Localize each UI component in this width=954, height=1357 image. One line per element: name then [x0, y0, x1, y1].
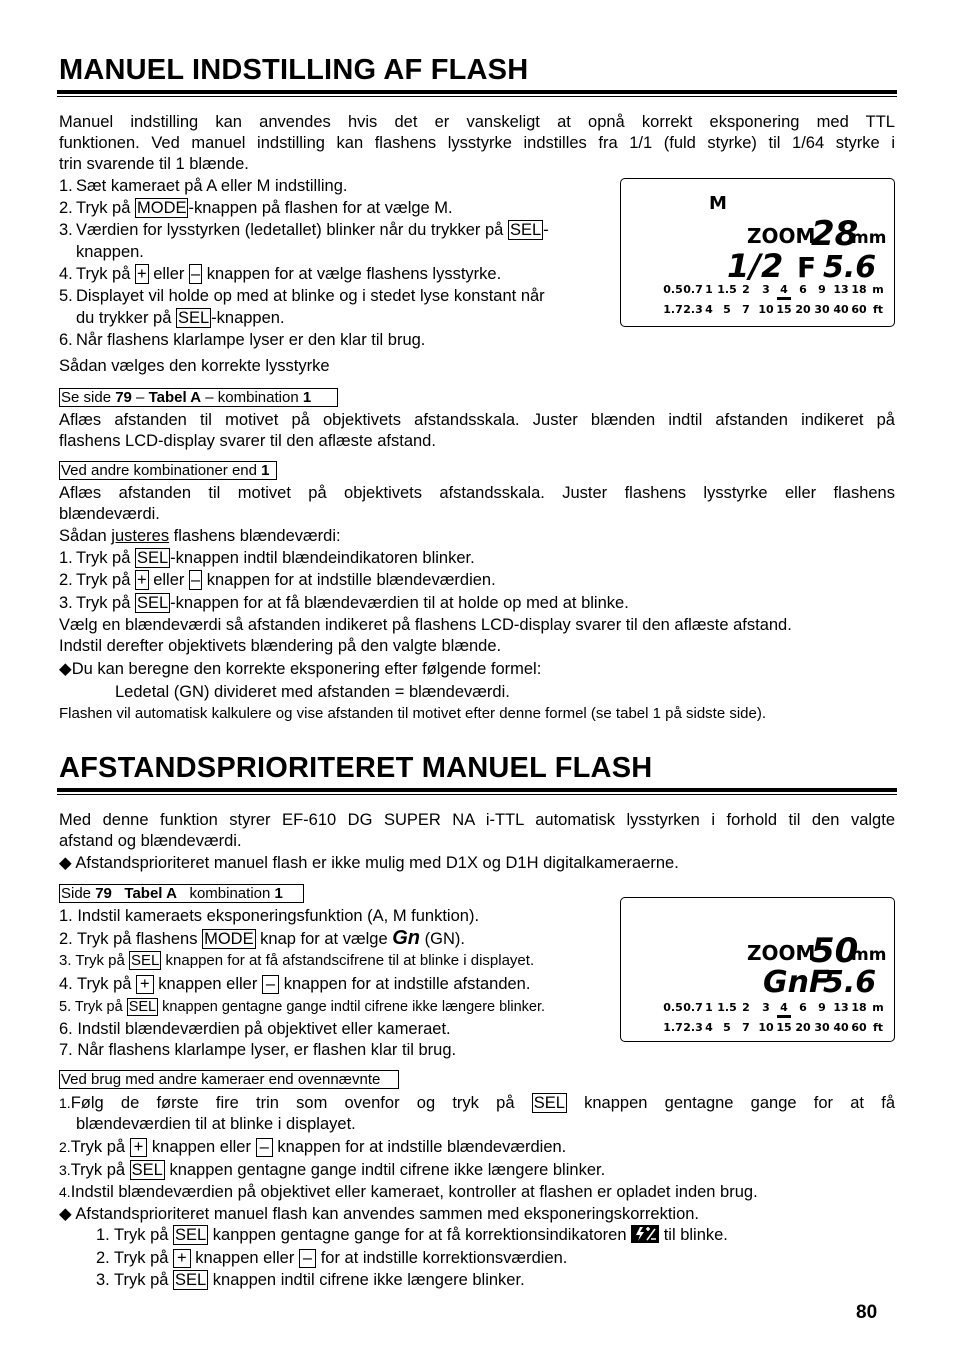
minus-key: – [190, 265, 201, 283]
s2-step-7: 7. Når flashens klarlampe lyser, er flashen klar til brug. [59, 1041, 457, 1059]
lcd-zoom-value: 50 [811, 931, 859, 971]
lcd-scale-m-label: 0.5 [663, 283, 683, 296]
after-text: Indstil derefter objektivets blændering på den valgte blænde. [59, 637, 502, 655]
step-2: 2. Tryk på MODE -knappen på flashen for at vælge M. [59, 199, 453, 217]
plus-key: + [136, 265, 147, 283]
lcd-scale-m-label: 1.5 [717, 1001, 737, 1014]
reference-box-3: Side 79 Tabel A kombination 1 [59, 884, 304, 904]
lcd-scale-ft-label: 20 [795, 1021, 811, 1034]
step-3: 3. Værdien for lysstyrken (ledetallet) blinker når du trykker på SEL - [59, 221, 549, 239]
lcd-scale-ft-label: 7 [742, 303, 750, 316]
intro-line: Manuel indstilling kan anvendes hvis det er vanskeligt at opnå korrekt eksponering med TTL [59, 113, 895, 131]
other-cameras-box: Ved brug med andre kameraer end ovennævnte [59, 1070, 399, 1090]
lcd-scale-ft-label: 2.3 [683, 1021, 703, 1034]
lcd-zoom-label: ZOOM [747, 941, 816, 965]
intro-line: afstand og blændeværdi. [59, 832, 242, 850]
lcd-scale-m-label: 6 [799, 1001, 807, 1014]
step-5-cont: du trykker på SEL -knappen. [76, 309, 285, 327]
lcd-scale-m-label: m [872, 283, 884, 296]
lcd-scale-ft-label: 5 [723, 1021, 731, 1034]
ref1-text: Aflæs afstanden til motivet på objektivets afstandsskala. Juster blænden indtil afstanden indikeret på [59, 411, 895, 429]
reference-box-2: Ved andre kombinationer end 1 [59, 461, 277, 481]
lcd-scale-ft-label: 2.3 [683, 303, 703, 316]
lcd-scale-m-label: 18 [851, 1001, 867, 1014]
lcd-gn-label: GnF [763, 965, 830, 1000]
lcd-scale-ft-label: 7 [742, 1021, 750, 1034]
lcd-scale-m-label: 3 [762, 1001, 770, 1014]
lcd-scale-ft-label: 60 [851, 303, 867, 316]
other-step-4: 4.Indstil blændeværdien på objektivet eller kameraet, kontroller at flashen er opladet inden brug. [59, 1183, 758, 1201]
intro-line: funktionen. Ved manuel indstilling kan flashens lysstyrke indstilles fra 1/1 (fuld styrke) til 1/64 styrke i [59, 134, 895, 152]
lcd-scale-m-label: 13 [833, 283, 849, 296]
sel-key: SEL [131, 1161, 163, 1179]
lcd-scale-ft-label: 15 [776, 1021, 792, 1034]
after-text: Vælg en blændeværdi så afstanden indikeret på flashens LCD-display svarer til den aflæste afstand. [59, 616, 792, 634]
title-rule [57, 788, 897, 795]
title-rule [57, 90, 897, 97]
lcd-scale-m-label: 9 [818, 1001, 826, 1014]
other-step-2: 2.Tryk på + knappen eller – knappen for at indstille blændeværdien. [59, 1138, 567, 1156]
other-step-3: 3.Tryk på SEL knappen gentagne gange indtil cifrene ikke længere blinker. [59, 1161, 606, 1179]
s2-step-5: 5. Tryk på SEL knappen gentagne gange indtil cifrene ikke længere blinker. [59, 999, 546, 1015]
lcd-graphic [621, 898, 894, 1041]
sel-key: SEL [128, 999, 157, 1015]
lcd-scale-m-label: 2 [742, 283, 750, 296]
plus-key: + [136, 975, 154, 994]
s2-step-4: 4. Tryk på + knappen eller – knappen for at indstille afstanden. [59, 975, 531, 993]
s2-step-1: 1. Indstil kameraets eksponeringsfunktion (A, M funktion). [59, 907, 480, 925]
plus-key: + [136, 571, 147, 589]
lcd-scale-m-label: 18 [851, 283, 867, 296]
adjust-step-1: 1. Tryk på SEL -knappen indtil blændeindikatoren blinker. [59, 549, 475, 567]
mode-key: MODE [204, 930, 254, 948]
ref1-text: flashens LCD-display svarer til den aflæste afstand. [59, 432, 436, 450]
lcd-scale-ft-label: 1.7 [663, 1021, 683, 1034]
adjust-heading: Sådan justeres flashens blændeværdi: [59, 527, 341, 545]
lcd-scale-ft-label: 10 [758, 1021, 774, 1034]
ref2-text: Aflæs afstanden til motivet på objektivets afstandsskala. Juster flashens lysstyrke eller flashens [59, 484, 895, 502]
lcd-scale-m-label: 13 [833, 1001, 849, 1014]
lcd-display-gn [620, 897, 895, 1042]
other-step-1: 1.Følg de første fire trin som ovenfor og tryk på SEL knappen gentagne gange for at få [59, 1094, 895, 1112]
lcd-scale-m-label: 0.5 [663, 1001, 683, 1014]
lcd-aperture: 5.6 [823, 965, 877, 1000]
gn-icon: Gn [392, 927, 421, 949]
reference-box-1: Se side 79 – Tabel A – kombination 1 [59, 388, 338, 408]
corr-step-3: 3. Tryk på SEL knappen indtil cifrene ikke længere blinker. [96, 1271, 525, 1289]
lcd-scale-m-label: 6 [799, 283, 807, 296]
exposure-correction-icon [631, 1225, 659, 1243]
step-1: 1. Sæt kameraet på A eller M indstilling. [59, 177, 348, 195]
adjust-step-2: 2. Tryk på + eller – knappen for at indstille blændeværdien. [59, 571, 496, 589]
note-2: ◆ Afstandsprioriteret manuel flash kan anvendes sammen med eksponeringskorrektion. [59, 1205, 700, 1223]
note-1: ◆ Afstandsprioriteret manuel flash er ikke mulig med D1X og D1H digitalkameraerne. [59, 854, 679, 872]
s2-step-3: 3. Tryk på SEL knappen for at få afstandscifrene til at blinke i displayet. [59, 952, 535, 969]
step-3-cont: knappen. [76, 243, 144, 261]
step-4: 4. Tryk på + eller – knappen for at vælge flashens lysstyrke. [59, 265, 502, 283]
lcd-scale-ft-label: 4 [705, 303, 713, 316]
lcd-scale-ft-label: ft [872, 303, 884, 316]
lcd-scale-m-label: 1 [705, 1001, 713, 1014]
mode-key: MODE [136, 199, 187, 217]
lcd-mode: M [709, 193, 727, 214]
page-number: 80 [856, 1302, 878, 1323]
lcd-zoom-value: 28 [811, 214, 859, 254]
section2-title: AFSTANDSPRIORITERET MANUEL FLASH [59, 752, 653, 784]
minus-key: – [262, 975, 279, 994]
s2-step-6: 6. Indstil blændeværdien på objektivet eller kameraet. [59, 1020, 451, 1038]
sel-key: SEL [131, 952, 160, 969]
lcd-zoom-unit: mm [851, 945, 887, 965]
lcd-scale-m-label: 2 [742, 1001, 750, 1014]
plus-key: + [130, 1138, 148, 1157]
lcd-scale-m-label: 1 [705, 283, 713, 296]
lcd-scale-ft-label: 5 [723, 303, 731, 316]
ref2-text: blændeværdi. [59, 505, 160, 523]
s2-step-2: 2. Tryk på flashens MODE knap for at vælge Gn (GN). [59, 927, 465, 949]
lcd-scale-ft-label: 1.7 [663, 303, 683, 316]
lcd-power: 1/2 [727, 247, 784, 285]
step-5: 5. Displayet vil holde op med at blinke og i stedet lyse konstant når [59, 287, 545, 305]
lcd-scale-m-label: 9 [818, 283, 826, 296]
lcd-scale-m-label: 4 [780, 1001, 788, 1014]
adjust-step-3: 3. Tryk på SEL -knappen for at få blændeværdien til at holde op med at blinke. [59, 594, 629, 612]
lcd-graphic [621, 179, 894, 326]
lcd-scale-ft-label: 60 [851, 1021, 867, 1034]
lcd-aperture: 5.6 [823, 250, 877, 285]
lcd-scale-ft-label: 15 [776, 303, 792, 316]
lcd-scale-m-label: 4 [780, 283, 788, 296]
lcd-scale-ft-label: 10 [758, 303, 774, 316]
lcd-distance-indicator [777, 297, 791, 300]
sel-key: SEL [136, 594, 169, 612]
lcd-scale-ft-label: 30 [814, 1021, 830, 1034]
minus-key: – [190, 571, 201, 589]
lcd-distance-scale [663, 1001, 883, 1034]
how-to: Sådan vælges den korrekte lysstyrke [59, 357, 330, 375]
sel-key: SEL [175, 1226, 207, 1244]
minus-key: – [256, 1138, 273, 1157]
lcd-f-label: F [797, 251, 817, 284]
corr-step-1: 1. Tryk på SEL kanppen gentagne gange for at få korrektionsindikatoren til blinke. [96, 1226, 728, 1244]
corr-step-2: 2. Tryk på + knappen eller – for at indstille korrektionsværdien. [96, 1249, 568, 1267]
plus-key: + [173, 1249, 191, 1268]
section1-title: MANUEL INDSTILLING AF FLASH [59, 54, 529, 86]
intro-line: Med denne funktion styrer EF-610 DG SUPER NA i-TTL automatisk lysstyrken i forhold til den valgte [59, 811, 895, 829]
intro-line: trin svarende til 1 blænde. [59, 155, 249, 173]
sel-key: SEL [136, 549, 169, 567]
lcd-zoom-unit: mm [851, 228, 887, 248]
minus-key: – [299, 1249, 316, 1268]
lcd-display-manual [620, 178, 895, 327]
lcd-scale-ft-label: ft [872, 1021, 884, 1034]
lcd-scale-m-label: 0.7 [683, 1001, 703, 1014]
sel-key: SEL [509, 221, 542, 239]
lcd-scale-m-label: 0.7 [683, 283, 703, 296]
auto-note: Flashen vil automatisk kalkulere og vise afstanden til motivet efter denne formel (se tabel 1 på sidste side). [59, 705, 767, 722]
lcd-distance-indicator [777, 1015, 791, 1018]
lcd-scale-ft-label: 30 [814, 303, 830, 316]
formula-intro: ◆Du kan beregne den korrekte eksponering efter følgende formel: [59, 660, 542, 678]
step-6: 6. Når flashens klarlampe lyser er den klar til brug. [59, 331, 426, 349]
lcd-distance-scale [663, 283, 883, 316]
sel-key: SEL [177, 309, 210, 327]
sel-key: SEL [533, 1094, 565, 1112]
lcd-scale-ft-label: 4 [705, 1021, 713, 1034]
sel-key: SEL [175, 1271, 207, 1289]
lcd-scale-ft-label: 40 [833, 303, 849, 316]
lcd-zoom-label: ZOOM [747, 224, 816, 248]
lcd-scale-m-label: 3 [762, 283, 770, 296]
lcd-scale-m-label: 1.5 [717, 283, 737, 296]
other-step-1-cont: blændeværdien til at blinke i displayet. [76, 1115, 356, 1133]
lcd-scale-ft-label: 20 [795, 303, 811, 316]
lcd-scale-ft-label: 40 [833, 1021, 849, 1034]
lcd-scale-m-label: m [872, 1001, 884, 1014]
formula: Ledetal (GN) divideret med afstanden = blændeværdi. [115, 683, 510, 701]
